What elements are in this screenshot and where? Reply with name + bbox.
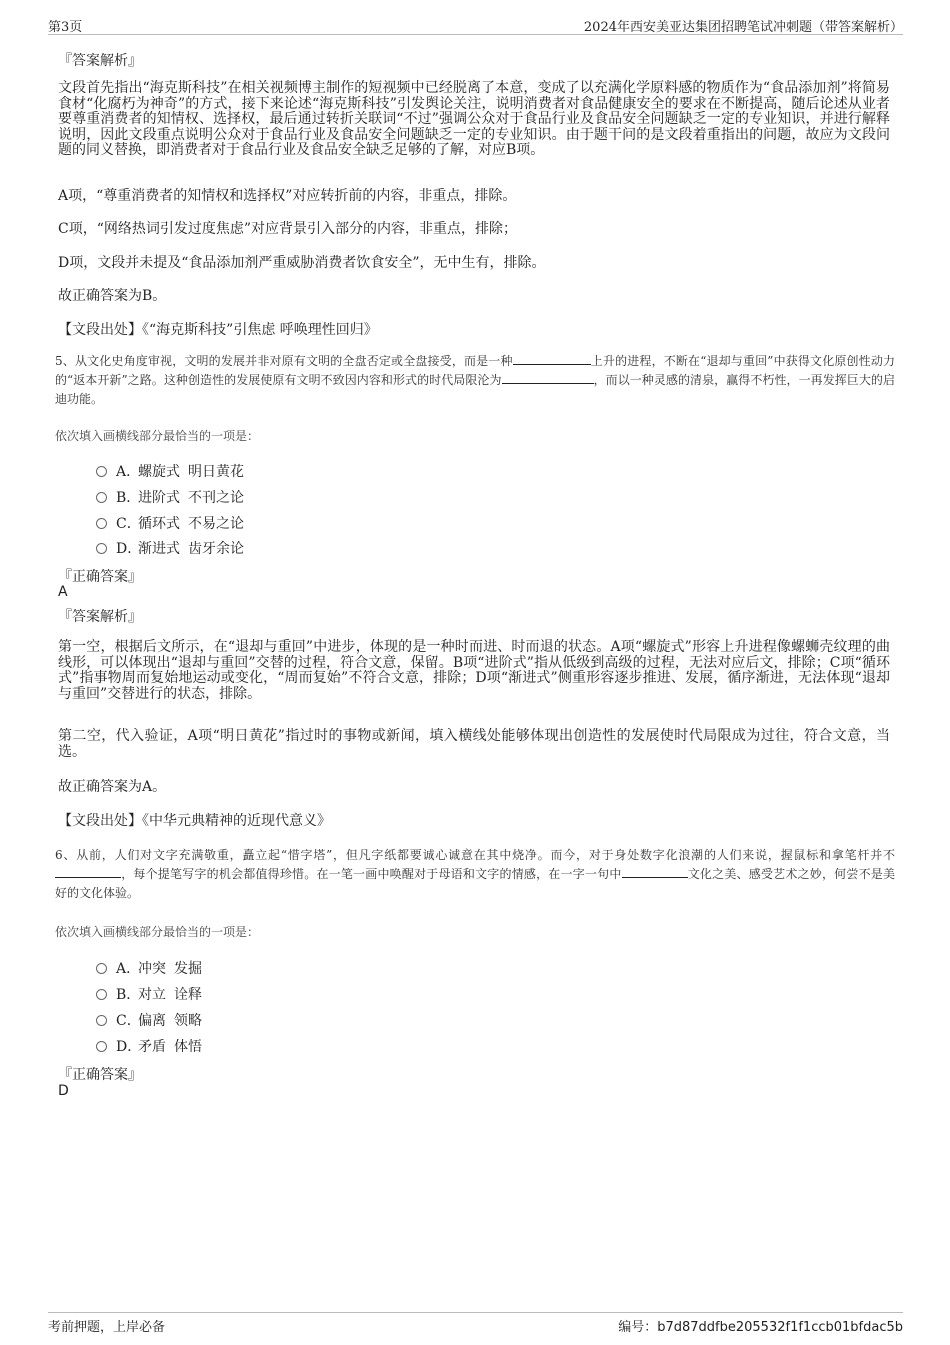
page-number: 第3页 [48,20,83,35]
question-instruction: 依次填入画横线部分最恰当的一项是： [55,925,260,939]
document-title: 2024年西安美亚达集团招聘笔试冲刺题（带答案解析） [583,20,903,35]
option-b[interactable]: B．对立 诠释 [96,984,202,1004]
option-a[interactable]: A．螺旋式 明日黄花 [96,461,244,481]
option-a[interactable]: A．冲突 发掘 [96,958,202,978]
analysis-paragraph: 第一空，根据后文所示，在“退却与重回”中进步，体现的是一种时而进、时而退的状态。A项“螺旋式”形容上升进程像螺蛳壳纹理的曲线形，可以体现出“退却与重回”交替的过程，符合文意，保留。B项“进阶式”指从低级到高级的过程，无法对应后文，排除；C项“循环式”指事物周而复始地运动或变化，“周而复始”不符合文意，排除；D项“渐进式”侧重形容逐步推进、发展，循序渐进，无法体现“退却与重回”交替进行的状态，排除。 [58,639,890,702]
option-b[interactable]: B．进阶式 不刊之论 [96,487,244,507]
correct-answer: D [58,1083,69,1099]
analysis-paragraph: D项，文段并未提及“食品添加剂严重威胁消费者饮食安全”，无中生有，排除。 [58,255,546,271]
answer-conclusion: 故正确答案为B。 [58,288,167,304]
radio-button[interactable] [96,989,107,1000]
question-6-stem: 6、从前，人们对文字充满敬重，矗立起“惜字塔”，但凡字纸都要诚心诚意在其中烧净。而今，对于身处数字化浪潮的人们来说，握鼠标和拿笔杆并不，每个提笔写字的机会都值得珍惜。在一笔一画中唤醒对于母语和文字的情感，在一字一句中 文化之美、感受艺术之妙，何尝不是美好的文化体验。 [55,848,895,900]
fill-blank [513,353,591,365]
analysis-tag: 『答案解析』 [58,609,142,625]
fill-blank [622,866,688,878]
question-instruction: 依次填入画横线部分最恰当的一项是： [55,429,260,443]
option-c[interactable]: C．偏离 领略 [96,1010,202,1030]
correct-answer: A [58,584,68,600]
document-code: 编号：b7d87ddfbe205532f1f1ccb01bfdac5b [618,1320,903,1335]
option-d[interactable]: D．渐进式 齿牙余论 [96,538,244,558]
source-citation: 【文段出处】《“海克斯科技”引焦虑 呼唤理性回归》 [58,322,378,338]
radio-button[interactable] [96,1015,107,1026]
page-footer [48,1312,903,1335]
radio-button[interactable] [96,1041,107,1052]
analysis-paragraph: 第二空，代入验证，A项“明日黄花”指过时的事物或新闻，填入横线处能够体现出创造性的发展使时代局限成为过往，符合文意，当选。 [58,728,890,760]
analysis-tag: 『答案解析』 [58,53,142,69]
option-c[interactable]: C．循环式 不易之论 [96,513,244,533]
option-d[interactable]: D．矛盾 体悟 [96,1036,202,1056]
page-header [48,14,903,35]
analysis-paragraph: A项，“尊重消费者的知情权和选择权”对应转折前的内容，非重点，排除。 [58,188,517,204]
radio-button[interactable] [96,543,107,554]
analysis-paragraph: 文段首先指出“海克斯科技”在相关视频博主制作的短视频中已经脱离了本意，变成了以充满化学原料感的物质作为“食品添加剂”将简易食材“化腐朽为神奇”的方式，接下来论述“海克斯科技”引发舆论关注，说明消费者对食品健康安全的要求在不断提高，随后论述从业者要尊重消费者的知情权、选择权，最后通过转折关联词“不过”强调公众对于食品行业及食品安全问题缺乏一定的专业知识，并进行解释说明，因此文段重点说明公众对于食品行业及食品安全问题缺乏一定的专业知识。由于题干问的是文段着重指出的问题，故应为文段问题的同义替换，即消费者对于食品行业及食品安全缺乏足够的了解，对应B项。 [58,80,890,158]
fill-blank [55,866,121,878]
radio-button[interactable] [96,963,107,974]
correct-answer-tag: 『正确答案』 [58,569,142,585]
answer-conclusion: 故正确答案为A。 [58,779,167,795]
analysis-paragraph: C项，“网络热词引发过度焦虑”对应背景引入部分的内容，非重点，排除； [58,221,518,237]
source-citation: 【文段出处】《中华元典精神的近现代意义》 [58,813,331,829]
radio-button[interactable] [96,492,107,503]
footer-slogan: 考前押题，上岸必备 [48,1320,166,1335]
radio-button[interactable] [96,518,107,529]
question-5-stem: 5、从文化史角度审视，文明的发展并非对原有文明的全盘否定或全盘接受，而是一种 上升的进程，不断在“退却与重回”中获得文化原创性动力的“返本开新”之路。这种创造性的发展使原有文明不致因内容和形式的时代局限沦为 ，而以一种灵感的清泉，赢得不朽性，一再发挥巨大的启迪功能。 [55,354,895,406]
correct-answer-tag: 『正确答案』 [58,1067,142,1083]
radio-button[interactable] [96,466,107,477]
fill-blank [502,372,594,384]
